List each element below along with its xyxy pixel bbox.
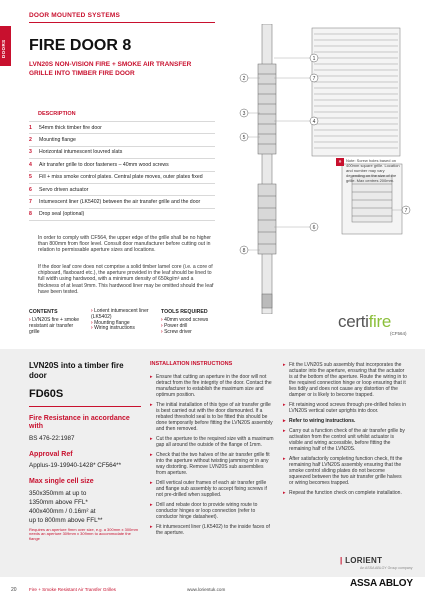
product-ref: FD60S [29, 388, 64, 400]
installation-step: ▸ Ensure that cutting an aperture in the door will not detract from the fire integrity of the door. Contact the manufacturer to establish the maximum size and optimum position. [150, 374, 272, 398]
tools-heading: TOOLS REQUIRED [161, 309, 208, 315]
item-text: Drop seal (optional) [39, 211, 85, 218]
installation-step: ▸ Repeat the function check on complete installation. [283, 490, 402, 496]
svg-text:5: 5 [242, 135, 246, 141]
callout-2 [240, 74, 248, 82]
lorient-logo: | LORIENT [340, 556, 383, 565]
item-text: Air transfer grille to door fasteners – 40mm wood screws [39, 161, 169, 168]
description-item [29, 208, 215, 221]
svg-text:7: 7 [312, 76, 316, 82]
contents-item: › LVN20S fire + smoke resistant air transfer grille [29, 317, 80, 335]
liner-paragraph: If the door leaf core does not comprise a solid timber lamel core (i.e. a core of chipboard, flaxboard etc.), the aperture provided in the leaf should be lined to full width using hardwood, with a minimum density of 650kg/m³ and a thickness of at least 9mm. This hardwood liner may be omitted should the leaf have been tested. [38, 264, 214, 295]
svg-text:7: 7 [404, 208, 408, 214]
callout-3 [240, 109, 248, 117]
footer [0, 577, 425, 600]
item-number: 2 [29, 136, 32, 143]
approval-value: Applus-19-19940-1428* CF564** [29, 462, 122, 470]
size-note: Requires an aperture 9mm over size, e.g. a 300mm x 300mm needs an aperture 309mm x 309mm to accommodate the flange [29, 526, 138, 542]
certifire-ref: (CF564) [390, 331, 407, 336]
item-number: 6 [29, 186, 32, 193]
callout-7b [402, 206, 410, 214]
product-title: LVN20S into a timber fire door [29, 361, 124, 380]
page-number: 20 [11, 587, 17, 593]
compliance-paragraph: In order to comply with CF564, the upper edge of the grille shall be no higher than 800mm from floor level. Consult door manufacturer before cutting out in relation to permissable aperture sizes and locations. [38, 235, 212, 254]
installation-step: ▸ Fit intumescent liner (LK5402) to the inside faces of the aperture. [150, 524, 270, 536]
description-heading: DESCRIPTION [38, 111, 76, 117]
item-number: 1 [29, 124, 32, 131]
footer-title: Fire + Smoke Resistant Air Transfer Grilles [29, 587, 116, 592]
installation-step: ▸ After satisfactorily completing function check, fit the remaining half LVN20S assembly ensuring that the smoke control sliding plates do not become squeezed between the two air transfer grille halves or wiring becomes trapped. [283, 456, 403, 486]
description-item [29, 133, 215, 145]
lorient-logo-subtitle: An ASSA ABLOY Group company [360, 566, 413, 570]
product-summary [29, 361, 141, 542]
section-label: DOOR MOUNTED SYSTEMS [29, 12, 121, 19]
installation-step-wiring: ▸ Refer to wiring instructions. [283, 418, 356, 424]
item-number: 5 [29, 174, 32, 181]
description-item [29, 158, 215, 170]
installation-step: ▸ Check that the two halves of the air transfer grille fit into the aperture without twisting jamming or in any way distorting. Remove LVN20S sub assemblies from aperture. [150, 452, 270, 476]
callout-4 [310, 117, 318, 125]
item-text: Horizontal intumescent louvred slats [39, 149, 123, 156]
svg-text:6: 6 [312, 225, 316, 231]
description-list [29, 121, 215, 221]
note-icon: » [336, 158, 344, 166]
tools-item: › Power drill [161, 322, 188, 329]
contents-column-2 [91, 309, 155, 335]
door-elevation [312, 28, 400, 156]
assa-abloy-logo: ASSA ABLOY [350, 578, 413, 589]
item-number: 7 [29, 198, 32, 205]
contents-item: › Wiring instructions [91, 325, 135, 332]
tools-item: › 40mm wood screws [161, 317, 209, 323]
item-text: Mounting flange [39, 136, 76, 143]
installation-step: ▸ Cut the aperture to the required size with a maximum gap all around the outside of the flange of 1mm. [150, 436, 274, 448]
approval-heading: Approval Ref [29, 450, 73, 458]
installation-column-1 [150, 374, 274, 540]
contents-item: › Lorient intumescent liner (LK5402) [91, 308, 149, 320]
door-section [258, 24, 276, 314]
svg-text:8: 8 [242, 248, 246, 254]
installation-heading: INSTALLATION INSTRUCTIONS [150, 361, 233, 367]
installation-step: ▸ Drill and rebate door to provide wiring route to conductor hinges or loop connection (refer to conductor hinge datasheet). [150, 502, 258, 520]
installation-step: ▸ Fit the LVN20S sub assembly that incorporates the actuator into the aperture, ensuring that the actuator is at the bottom of the aperture. Route the wiring in to the required connection hinge or loop ensuring that it lies tidily and does not cause any distortion of the damper or is likely to become trapped. [283, 362, 407, 398]
product-divider [29, 406, 141, 407]
section-tab [0, 26, 11, 66]
page-title: FIRE DOOR 8 [29, 37, 132, 54]
item-number: 3 [29, 149, 32, 156]
item-number: 4 [29, 161, 32, 168]
description-item [29, 195, 215, 207]
footer-url[interactable]: www.lorientuk.com [187, 587, 226, 592]
callout-1 [310, 54, 318, 62]
description-item [29, 183, 215, 195]
description-item [29, 121, 215, 133]
installation-step: ▸ Fit retaining wood screws through pre-drilled holes in LVN20S vertical outer uprights into door. [283, 402, 407, 414]
item-text: Fill + miss smoke control plates. Central plate moves, outer plates fixed [39, 174, 203, 181]
size-value: 350x350mm at up to 1350mm above FFL* 400x400mm / 0.16m² at up to 800mm above FFL** [29, 489, 103, 524]
contents-column [29, 309, 85, 335]
description-item [29, 171, 215, 183]
fire-resistance-value: BS 476-22:1987 [29, 434, 75, 442]
item-text: 54mm thick timber fire door [39, 124, 102, 131]
tools-column [161, 309, 227, 335]
item-text: Intumescent liner (LK5402) between the air transfer grille and the door [39, 198, 201, 205]
installation-column-2 [283, 362, 407, 500]
installation-step: ▸ The initial installation of this type of air transfer grille is best carried out with the door dismounted. If a rebated threshold seal is to be fitted this should be done temporarily before fitting the LVN20S assembly and then removed. [150, 402, 273, 432]
contents-section [29, 309, 229, 335]
callout-7 [310, 74, 318, 82]
header-divider [29, 22, 215, 23]
drawing-note: Note: Screw holes based on 400mm square grille. Location and number may vary depending on the size of the grille. Max centres 200mm. [346, 158, 400, 183]
callout-6 [310, 223, 318, 231]
tools-item: › Screw driver [161, 328, 192, 335]
svg-text:3: 3 [242, 111, 246, 117]
fire-resistance-heading: Fire Resistance in accordance with [29, 414, 130, 431]
contents-heading: CONTENTS [29, 309, 58, 315]
contents-item: › Mounting flange [91, 319, 130, 326]
svg-text:2: 2 [242, 76, 246, 82]
page-subtitle: LVN20S NON-VISION FIRE + SMOKE AIR TRANSFER GRILLE INTO TIMBER FIRE DOOR [29, 61, 192, 77]
callout-8 [240, 246, 248, 254]
section-tab-label: DOORS [1, 39, 6, 58]
description-item [29, 146, 215, 158]
item-number: 8 [29, 211, 32, 218]
callout-5 [240, 133, 248, 141]
size-heading: Max single cell size [29, 478, 94, 486]
installation-step: ▸ Drill vertical outer frames of each air transfer grille and flange sub assembly to accept fixing screws if not pre-drilled when supplied. [150, 480, 267, 498]
installation-step: ▸ Carry out a function check of the air transfer grille by activation from the control unit whilst actuator is visible and wiring accessible, before fitting the remaining half of the LVN20S. [283, 428, 405, 452]
svg-text:1: 1 [312, 56, 316, 62]
item-text: Servo driven actuator [39, 186, 89, 193]
svg-text:4: 4 [312, 119, 316, 125]
certifire-logo: certifire [338, 312, 392, 331]
